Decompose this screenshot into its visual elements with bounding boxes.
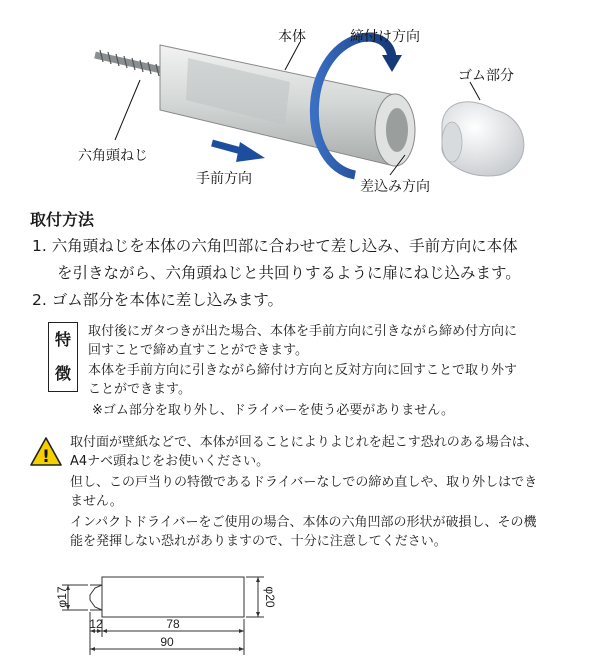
caution-line-5: インパクトドライバーをご使用の場合、本体の六角凹部の形状が破損し、その機: [70, 515, 537, 530]
feature-line-5: ※ゴム部分を取り外し、ドライバーを使う必要がありません。: [92, 403, 455, 418]
feature-line-2: 回すことで締め直すことができます。: [88, 343, 308, 358]
feature-badge-char-2: 徴: [54, 364, 71, 383]
dim-78: 78: [166, 617, 180, 631]
step-1-line-2: を引きながら、六角頭ねじと共回りするように扉にねじ込みます。: [57, 264, 521, 282]
section-title: 取付方法: [30, 210, 95, 229]
label-tighten-direction: 締付け方向: [350, 29, 420, 45]
rubber-part: [442, 102, 524, 176]
step-1-line-1: 1. 六角頭ねじを本体の六角凹部に合わせて差し込み、手前方向に本体: [32, 237, 518, 255]
step-2: 2. ゴム部分を本体に差し込みます。: [32, 291, 283, 309]
dimension-drawing: [0, 565, 600, 663]
warning-icon: [30, 436, 62, 468]
caution-line-4: ません。: [70, 494, 123, 509]
stopper-body: [160, 45, 415, 166]
caution-line-6: 能を発揮しない恐れがありますので、十分に注意してください。: [70, 534, 447, 549]
warning-icon-symbol: !: [42, 447, 50, 467]
feature-line-4: ことができます。: [88, 382, 191, 397]
caution-line-1: 取付面が壁紙などで、本体が回ることによりよじれを起こす恐れのある場合は、: [70, 435, 538, 450]
caution-line-3: 但し、この戸当りの特徴であるドライバーなしでの締め直しや、取り外しはでき: [70, 475, 538, 490]
dim-phi17: φ17: [55, 586, 69, 608]
dim-90: 90: [160, 635, 174, 649]
dim-12: 12: [89, 617, 103, 631]
toward-arrow: [212, 142, 265, 162]
label-rubber-part: ゴム部分: [458, 68, 514, 84]
label-toward-direction: 手前方向: [196, 171, 252, 187]
feature-line-3: 本体を手前方向に引きながら締付け方向と反対方向に回すことで取り外す: [88, 363, 518, 378]
caution-line-2: A4ナベ頭ねじをお使いください。: [70, 454, 270, 469]
label-hex-screw: 六角頭ねじ: [78, 148, 148, 164]
feature-line-1: 取付後にガタつきが出た場合、本体を手前方向に引きながら締め付方向に: [88, 324, 518, 339]
dim-phi20: φ20: [263, 586, 277, 608]
label-insert-direction: 差込み方向: [360, 179, 430, 195]
label-body: 本体: [278, 29, 306, 45]
feature-badge-char-1: 特: [54, 330, 71, 349]
feature-badge: [48, 322, 78, 392]
